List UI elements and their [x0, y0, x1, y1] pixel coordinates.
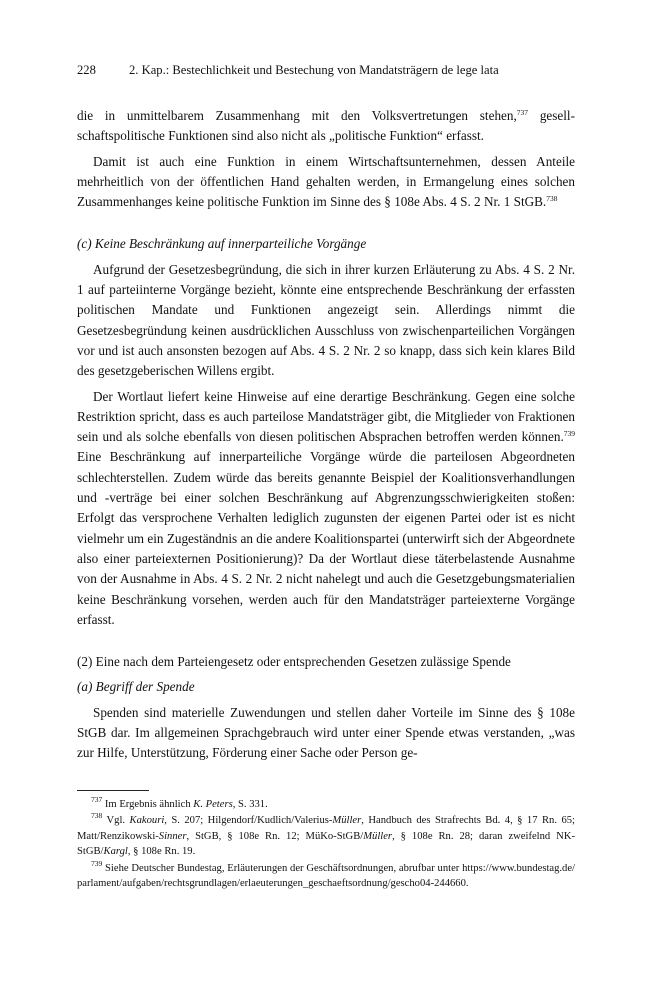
- footnote-author: K. Peters: [193, 799, 233, 810]
- footnote-text: , StGB, § 108e Rn. 12; MüKo-StGB/: [186, 830, 364, 842]
- footnote-author: Kakouri: [129, 815, 165, 827]
- footnote-text: Im Ergebnis ähnlich: [102, 799, 194, 810]
- section-heading-c: (c) Keine Beschränkung auf innerparteiliche Vorgänge: [77, 236, 367, 252]
- footnote-text: Siehe Deutscher Bundestag, Erläuterungen der Geschäftsordnungen, abrufbar unter: [102, 862, 463, 874]
- footnote-author: Sinner: [158, 830, 187, 842]
- paragraph-text: gesellschaftspolitische Funktionen sind also nicht als „politische Funktion“ erfasst.: [77, 108, 575, 144]
- body-text: [77, 106, 575, 764]
- footnote-ref-737[interactable]: 737: [516, 108, 529, 117]
- section-heading-a: (a) Begriff der Spende: [77, 679, 195, 695]
- footnote-author: Müller: [363, 830, 393, 842]
- footnote-text: , § 108e Rn. 19.: [127, 846, 196, 858]
- footnote-author: Müller: [332, 815, 362, 827]
- paragraph: Aufgrund der Gesetzesbegründung, die sich in ihrer kurzen Erläuterung zu Abs. 4 S. 2 Nr. 1 auf parteiinterne Vorgänge bezieht, könnte eine entsprechende Beschränkung der erfassten politischen Mandate und Funktionen angezeigt sein. Allerdings nimmt die Gesetzesbegründung keinen ausdrücklichen Ausschluss von zwischenparteilichen Vorgängen vor und ist auch ansonsten bezogen auf Abs. 4 S. 2 Nr. 2 so knapp, dass sich kein klares Bild des gesetzgeberischen Willens ergibt.: [77, 261, 575, 379]
- footnote-url-link[interactable]: https://www.bundestag.de/parlament/aufgaben/rechtsgrundlagen/erlaeuterungen_geschaeftsordnung/gescho04-244660: [77, 862, 575, 890]
- paragraph: [77, 387, 575, 631]
- paragraph-continuation: [77, 106, 575, 147]
- footnote-text: , S. 331.: [232, 799, 268, 810]
- footnote-author: Kargl: [103, 846, 128, 858]
- section-heading-2: (2) Eine nach dem Parteiengesetz oder entsprechenden Gesetzen zulässige Spende: [77, 654, 511, 670]
- footnote-number: 739: [91, 858, 103, 868]
- paragraph-text: die in unmittelbarem Zusammenhang mit den Volksvertretungen stehen,: [77, 108, 517, 123]
- paragraph-text: Der Wortlaut liefert keine Hinweise auf eine derartige Beschränkung. Gegen eine solche Restriktion spricht, dass es auch parteilose Mandatsträger gibt, die Mitglieder von Fraktionen sein und als solche ebenfalls von diesen politischen Absprachen betroffen werden können.: [77, 388, 575, 445]
- paragraph-text: Eine Beschränkung auf innerparteiliche Vorgänge würde die parteilosen Abgeordneten schlechterstellen. Zudem würde das bereits genannte Beispiel der Koalitionsverhandlungen und -verträge bei einer solchen Beschränkung auf Abgrenzungsschwierigkeiten stoßen: Erfolgt das versprochene Verhalten lediglich zugunsten der eigenen Partei oder ist es nicht vielmehr um ein Zugeständnis an die andere Koalitionspartei (unterwirft sich der Abgeordnete also einer parteiexternen Positionierung)? Da der Wortlaut diese täterbelastende Ausnahme von der Ausnahme in Abs. 4 S. 2 Nr. 2 nicht nahelegt und auch die Gesetzgebungsmaterialien keine Beschränkung vorsehen, werden auch für den Mandatsträger parteiexterne Vorgänge erfasst.: [77, 449, 575, 627]
- footnote-text: , Handbuch des Strafrechts Bd. 4, § 17 Rn. 65; Matt/Renzikowski-: [77, 815, 575, 842]
- footnote-737: [77, 797, 575, 812]
- chapter-title: 2. Kap.: Bestechlichkeit und Bestechung von Mandatsträgern de lege lata: [129, 63, 499, 77]
- footnote-number: 737: [91, 795, 103, 804]
- footnote-739: [77, 858, 575, 892]
- footnote-separator: [77, 790, 149, 791]
- footnote-text: .: [465, 878, 469, 890]
- footnotes: [77, 797, 575, 891]
- footnote-ref-738[interactable]: 738: [546, 194, 558, 204]
- footnote-text: , S. 207; Hilgendorf/Kudlich/Valerius-: [164, 815, 333, 827]
- footnote-text: , § 108e Rn. 28; daran zweifelnd NK-StGB/: [77, 830, 575, 858]
- paragraph-text: Damit ist auch eine Funktion in einem Wirtschaftsunternehmen, dessen Anteile mehrheitlich von der öffentlichen Hand gehalten werden, in Ermangelung eines solchen Zusammenhanges keine politische Funktion im Sinne des § 108e Abs. 4 S. 2 Nr. 1 StGB.: [77, 153, 575, 210]
- footnote-number: 738: [91, 811, 103, 821]
- footnote-text: Vgl.: [102, 815, 130, 827]
- paragraph: Spenden sind materielle Zuwendungen und stellen daher Vorteile im Sinne des § 108e StGB dar. Im allgemeinen Sprachgebrauch wird unter einer Spende etwas verstanden, „was zur Hilfe, Unterstützung, Förderung einer Sache oder Person ge-: [77, 704, 575, 761]
- footnote-ref-739[interactable]: 739: [563, 429, 575, 439]
- paragraph: [77, 152, 575, 213]
- footnote-738: [77, 813, 575, 859]
- page-number: 228: [77, 63, 96, 77]
